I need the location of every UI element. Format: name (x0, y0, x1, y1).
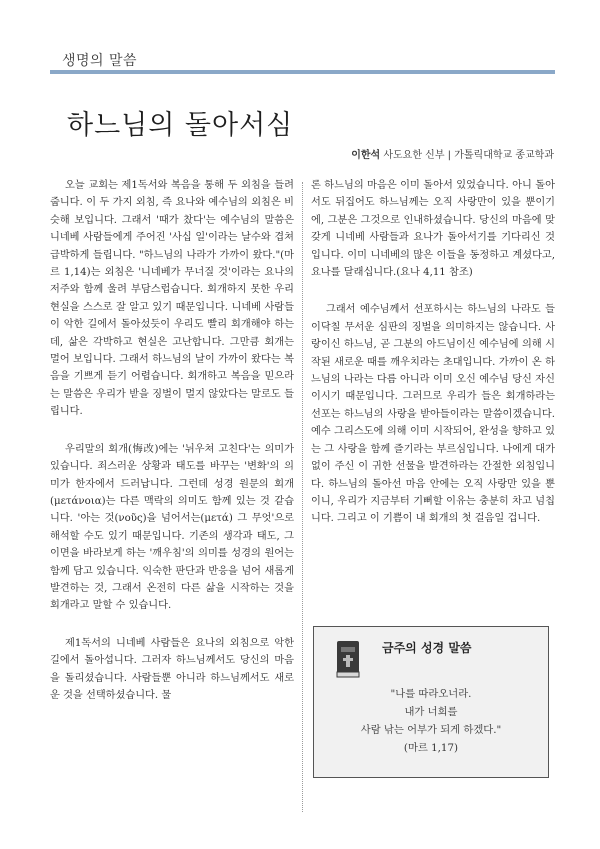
author-affiliation: 사도요한 신부 | 가톨릭대학교 종교학과 (380, 150, 554, 161)
verse-line: 내가 너희를 (404, 706, 458, 718)
header-rule (50, 70, 555, 74)
left-column (50, 177, 294, 724)
verse-line: "나를 따라오너라. (390, 688, 472, 700)
verse-line: 사람 낚는 어부가 되게 하겠다." (360, 724, 502, 736)
article-title: 하느님의 돌아서심 (67, 110, 294, 141)
byline (351, 146, 554, 161)
verse-box-title: 금주의 성경 말씀 (382, 641, 472, 655)
paragraph: 그래서 예수님께서 선포하시는 하느님의 나라도 들이닥칠 무서운 심판의 징벌을 의미하지는 않습니다. 사랑이신 하느님, 곧 그분의 아드님이신 예수님에 의해 시작된 새로운 때를 깨우치라는 초대입니다. 가까이 온 하느님의 나라는 다름 아니라 이미 오신 예수님 당신 자신이시기 때문입니다. 그러므로 우리가 들은 회개하라는 선포는 하느님의 사랑을 받아들이라는 말씀이겠습니다. 예수 그리스도에 의해 이미 시작되어, 완성을 향하고 있는 그 사랑을 함께 즐기라는 부르심입니다. 나에게 대가 없이 주신 이 귀한 선물을 발견하라는 간절한 외침입니다. 하느님의 돌아선 마음 안에는 오직 사랑만 있을 뿐이니, 우리가 지금부터 기뻐할 이유는 충분히 차고 넘칩니다. 그리고 이 기쁨이 내 회개의 첫 걸음일 겁니다. (311, 304, 555, 525)
column-divider (302, 182, 303, 812)
weekly-verse-box (313, 626, 549, 778)
right-column (311, 177, 555, 548)
verse-citation: (마르 1,17) (403, 742, 459, 754)
paragraph: 제1독서의 니네베 사람들은 요나의 외침으로 악한 길에서 돌아섭니다. 그러자 하느님께서도 당신의 마음을 돌리셨습니다. 사람들뿐 아니라 하느님께서도 새로운 것을 선택하셨습니다. 물 (50, 637, 294, 701)
paragraph: 오늘 교회는 제1독서와 복음을 통해 두 외침을 들려줍니다. 이 두 가지 외침, 즉 요나와 예수님의 외침은 비슷해 보입니다. 그래서 '때가 찼다'는 예수님의 말씀은 니네베 사람들에게 주어진 '사십 일'이라는 날수와 겹쳐 급박하게 들립니다. "하느님의 나라가 가까이 왔다."(마르 1,14)는 외침은 '니네베가 무너질 것'이라는 요나의 저주와 함께 울려 부담스럽습니다. 회개하지 못한 우리 현실을 스스로 잘 알고 있기 때문입니다. 니네베 사람들이 악한 길에서 돌아섰듯이 우리도 빨리 회개해야 하는데, 삶은 각박하고 현실은 고난합니다. 그만큼 회개는 멀어 보입니다. 그래서 하느님의 날이 가까이 왔다는 복음을 기쁘게 듣기 어렵습니다. 회개하고 복음을 믿으라는 말씀은 우리가 받을 징벌이 멀지 않았다는 말로도 들립니다. (50, 180, 294, 418)
paragraph: 우리말의 회개(悔改)에는 '뉘우쳐 고친다'는 의미가 있습니다. 죄스러운 상황과 태도를 바꾸는 '변화'의 의미가 한자에서 드러납니다. 그런데 성경 원문의 회개(μετάνοια)는 다른 맥락의 의미도 함께 있는 것 같습니다. '아는 것(νοῦς)을 넘어서는(μετά) 그 무엇'으로 해석할 수도 있기 때문입니다. 기존의 생각과 태도, 그 이면을 바라보게 하는 '깨우침'의 의미를 성경의 원어는 함께 담고 있습니다. 익숙한 판단과 반응을 넘어 새롭게 발견하는 것, 그래서 온전히 다른 삶을 시작하는 것을 회개라고 말할 수 있습니다. (50, 443, 294, 612)
verse-text (324, 685, 538, 757)
section-header-title: 생명의 말씀 (62, 53, 138, 69)
bible-book-icon (334, 639, 362, 679)
author-name: 이한석 (351, 150, 381, 161)
paragraph: 론 하느님의 마음은 이미 돌아서 있었습니다. 아니 돌아서도 뒤집어도 하느님께는 오직 사랑만이 있을 뿐이기에, 그분은 그것으로 인내하셨습니다. 당신의 마음에 맞갖게 니네베 사람들과 요나가 돌아서기를 기다리신 것입니다. 이미 니네베의 많은 이들을 동정하고 계셨다고, 요나를 달래십니다.(요나 4,11 참조) (311, 180, 555, 279)
